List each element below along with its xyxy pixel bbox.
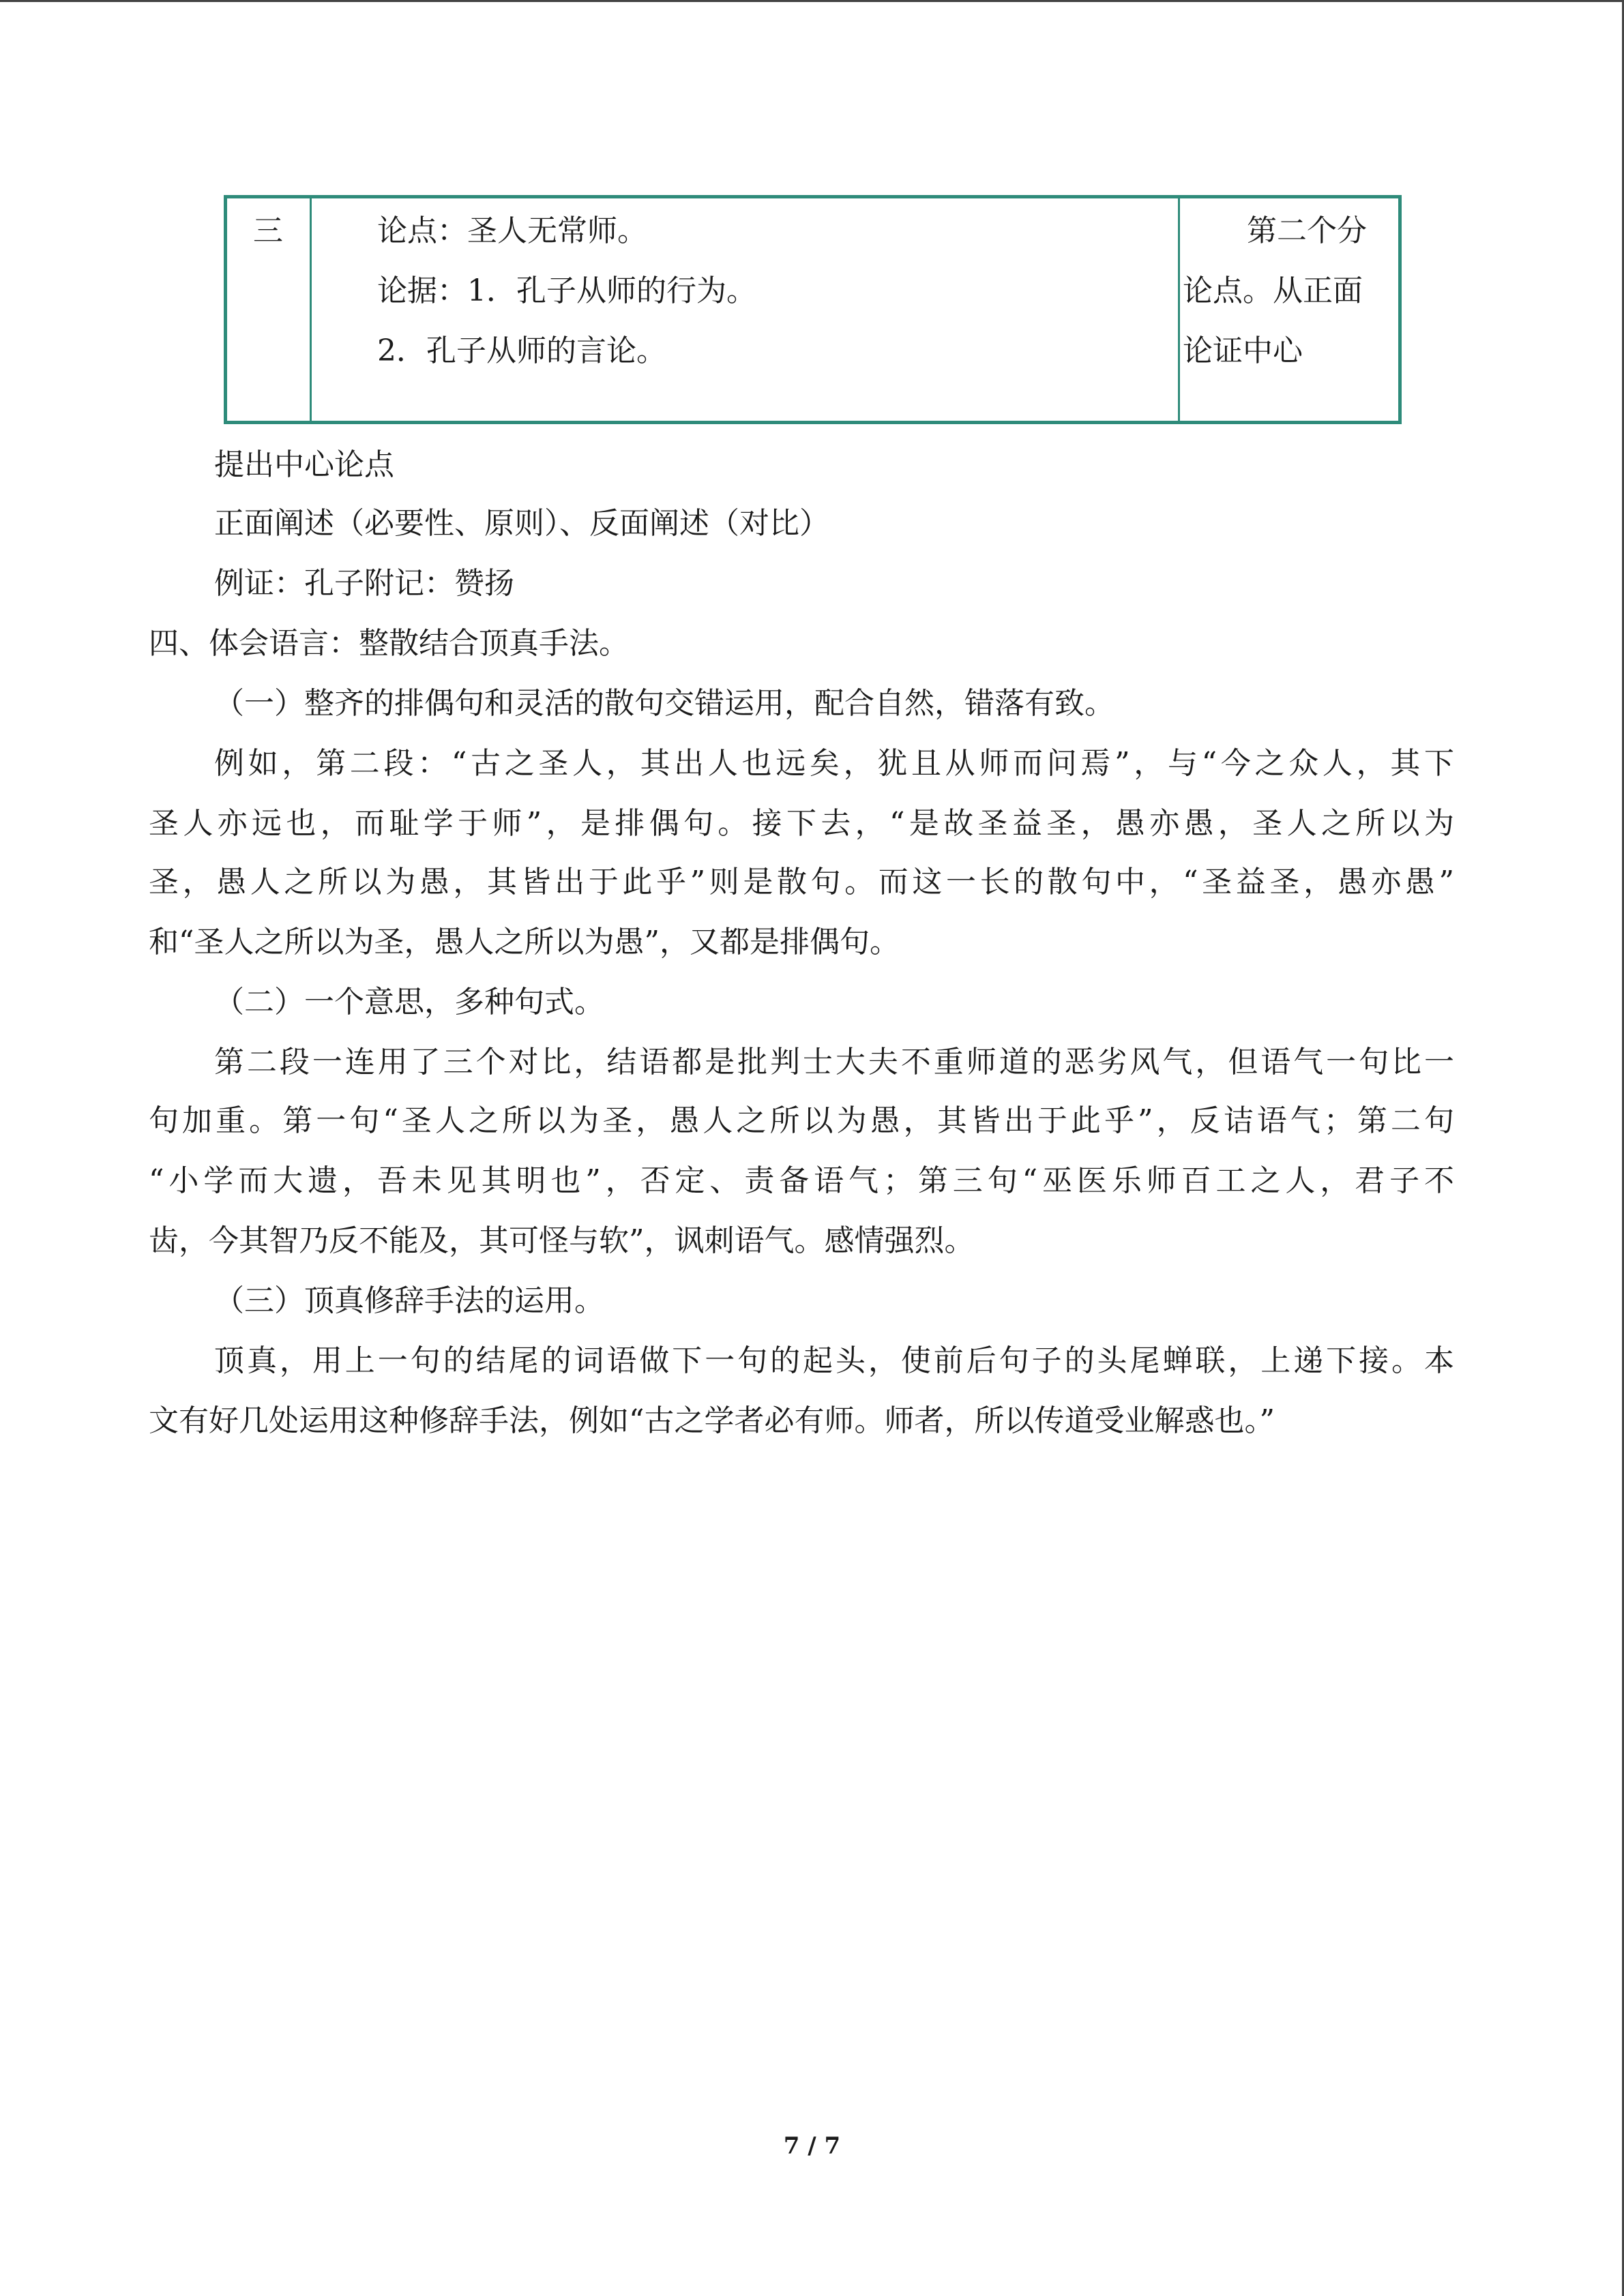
table-cell-main <box>312 198 1180 421</box>
subsection-heading: （三）顶真修辞手法的运用。 <box>214 1283 604 1318</box>
outline-table <box>224 195 1402 424</box>
paragraph-line: 圣，愚人之所以为愚，其皆出于此乎”则是散句。而这一长的散句中，“圣益圣，愚亦愚” <box>149 865 1454 899</box>
paragraph-line: 顶真，用上一句的结尾的词语做下一句的起头，使前后句子的头尾蝉联，上递下接。本 <box>214 1343 1454 1378</box>
note-line-2: 论点。从正面 <box>1183 273 1363 308</box>
paragraph-line: “小学而大遗，吾未见其明也”，否定、责备语气；第三句“巫医乐师百工之人，君子不 <box>149 1163 1454 1198</box>
paragraph-line: 和“圣人之所以为圣，愚人之所以为愚”，又都是排偶句。 <box>149 925 900 959</box>
subsection-heading: （一）整齐的排偶句和灵活的散句交错运用，配合自然，错落有致。 <box>214 686 1114 721</box>
paragraph-line: 齿，今其智乃反不能及，其可怪与软”，讽刺语气。感情强烈。 <box>149 1223 975 1258</box>
paragraph-line: 例如，第二段：“古之圣人，其出人也远矣，犹且从师而问焉”，与“今之众人，其下 <box>214 746 1454 781</box>
table-cell-note <box>1180 198 1398 421</box>
table-cell-number <box>227 198 312 421</box>
summary-line: 提出中心论点 <box>214 447 394 482</box>
paragraph-line: 第二段一连用了三个对比，结语都是批判士大夫不重师道的恶劣风气，但语气一句比一 <box>214 1045 1454 1079</box>
summary-line: 正面阐述（必要性、原则）、反面阐述（对比） <box>214 506 829 541</box>
thesis-line: 论点：圣人无常师。 <box>377 213 647 248</box>
evidence-line-2: 2．孔子从师的言论。 <box>377 333 666 368</box>
evidence-line-1: 论据：1．孔子从师的行为。 <box>377 273 756 308</box>
section-heading: 四、体会语言：整散结合顶真手法。 <box>149 626 629 661</box>
summary-line: 例证：孔子附记：赞扬 <box>214 566 514 601</box>
page-number: 7 / 7 <box>783 2132 841 2160</box>
page-border-top <box>0 0 1624 2</box>
note-line-1: 第二个分 <box>1247 213 1367 248</box>
subsection-heading: （二）一个意思，多种句式。 <box>214 985 604 1019</box>
paragraph-line: 句加重。第一句“圣人之所以为圣，愚人之所以为愚，其皆出于此乎”，反诘语气；第二句 <box>149 1103 1454 1138</box>
paragraph-line: 圣人亦远也，而耻学于师”，是排偶句。接下去，“是故圣益圣，愚亦愚，圣人之所以为 <box>149 806 1454 841</box>
paragraph-line: 文有好几处运用这种修辞手法，例如“古之学者必有师。师者，所以传道受业解惑也。” <box>149 1403 1275 1438</box>
row-number: 三 <box>253 213 283 248</box>
note-line-3: 论证中心 <box>1183 333 1303 368</box>
